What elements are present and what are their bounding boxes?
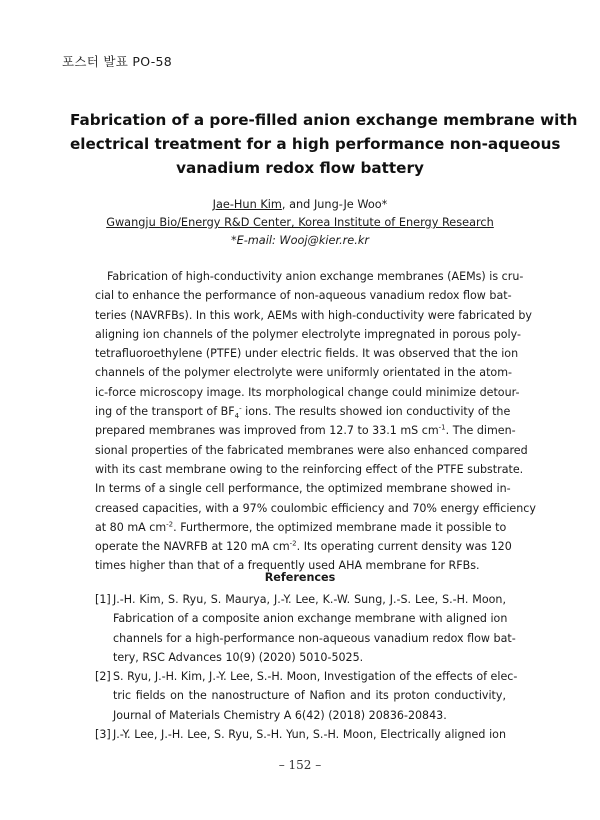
text-run: at 80 mA cm [95,520,167,534]
references-list [95,590,518,744]
reference-line: J.-H. Kim, S. Ryu, S. Maurya, J.-Y. Lee, K.-W. Sung, J.-S. Lee, S.-H. Moon, [113,593,506,606]
reference-item [95,667,518,725]
superscript: -2 [166,520,174,529]
title-line: electrical treatment for a high performance non-aqueous [70,135,561,153]
text-run: . Furthermore, the optimized membrane made it possible to [173,520,507,534]
abstract-line: teries (NAVRFBs). In this work, AEMs with high-conductivity were fabricated by [95,308,532,322]
affiliation: Gwangju Bio/Energy R&D Center, Korea Institute of Energy Research [106,216,494,229]
title-line: Fabrication of a pore-filled anion exchange membrane with [70,111,578,129]
reference-number: [3] [95,728,111,742]
author-line [60,196,540,214]
abstract-line: In terms of a single cell performance, the optimized membrane showed in- [95,482,511,496]
text-run: prepared membranes was improved from 12.7 to 33.1 mS cm [95,424,439,438]
reference-item [95,725,506,744]
reference-number: [2] [95,670,111,684]
author-separator: , and [281,198,314,211]
reference-number: [1] [95,593,111,606]
abstract-line [95,402,511,421]
superscript: -1 [438,423,446,432]
abstract-line: with its cast membrane owing to the reinforcing effect of the PTFE substrate. [95,462,524,476]
reference-line: S. Ryu, J.-H. Kim, J.-Y. Lee, S.-H. Moon, Investigation of the effects of elec- [113,670,518,684]
reference-line: Journal of Materials Chemistry A 6(42) (2018) 20836-20843. [113,708,447,722]
page-number: – 152 – [278,758,322,772]
title-line: vanadium redox flow battery [176,159,424,177]
email: *E-mail: Wooj@kier.re.kr [230,234,370,247]
abstract-line [95,518,506,537]
superscript: - [239,404,242,413]
abstract-line: times higher than that of a frequently used AHA membrane for RFBs. [95,559,480,573]
text-run: . The dimen- [445,424,516,438]
abstract-line: sional properties of the fabricated membranes were also enhanced compared [95,443,528,457]
subscript: 4 [234,412,240,421]
author-block [60,196,540,250]
superscript: -2 [289,539,297,548]
corresponding-author: Jung-Je Woo* [313,198,388,211]
abstract-line: cial to enhance the performance of non-aqueous vanadium redox flow bat- [95,289,512,303]
text-run: operate the NAVRFB at 120 mA cm [95,540,290,554]
reference-line: Fabrication of a composite anion exchange membrane with aligned ion [113,612,508,626]
abstract-line: ic-force microscopy image. Its morphological change could minimize detour- [95,385,520,399]
references-heading: References [264,571,336,584]
abstract-line: channels of the polymer electrolyte were uniformly orientated in the atom- [95,366,513,380]
text-run: . Its operating current density was 120 [296,540,512,554]
text-run: ions. The results showed ion conductivity of the [241,405,511,419]
abstract-line: creased capacities, with a 97% coulombic efficiency and 70% energy efficiency [95,501,536,515]
text-run: ing of the transport of BF [95,405,235,419]
reference-line: J.-Y. Lee, J.-H. Lee, S. Ryu, S.-H. Yun, S.-H. Moon, Electrically aligned ion [113,728,506,742]
presenting-author: Jae-Hun Kim [212,198,282,211]
reference-line: tery, RSC Advances 10(9) (2020) 5010-5025. [113,650,364,664]
paper-title [70,108,578,180]
abstract-line: Fabrication of high-conductivity anion exchange membranes (AEMs) is cru- [107,270,524,283]
abstract-line: tetrafluoroethylene (PTFE) under electric fields. It was observed that the ion [95,347,519,361]
abstract-line [95,537,512,556]
session-tag: 포스터 발표 PO-58 [62,54,173,69]
abstract-line: aligning ion channels of the polymer electrolyte impregnated in porous poly- [95,327,522,341]
reference-line: tric fields on the nanostructure of Nafion and its proton conductivity, [113,689,506,703]
reference-line: channels for a high-performance non-aqueous vanadium redox flow bat- [113,631,516,645]
abstract [95,267,536,576]
abstract-line [95,421,516,440]
reference-item [95,590,516,667]
